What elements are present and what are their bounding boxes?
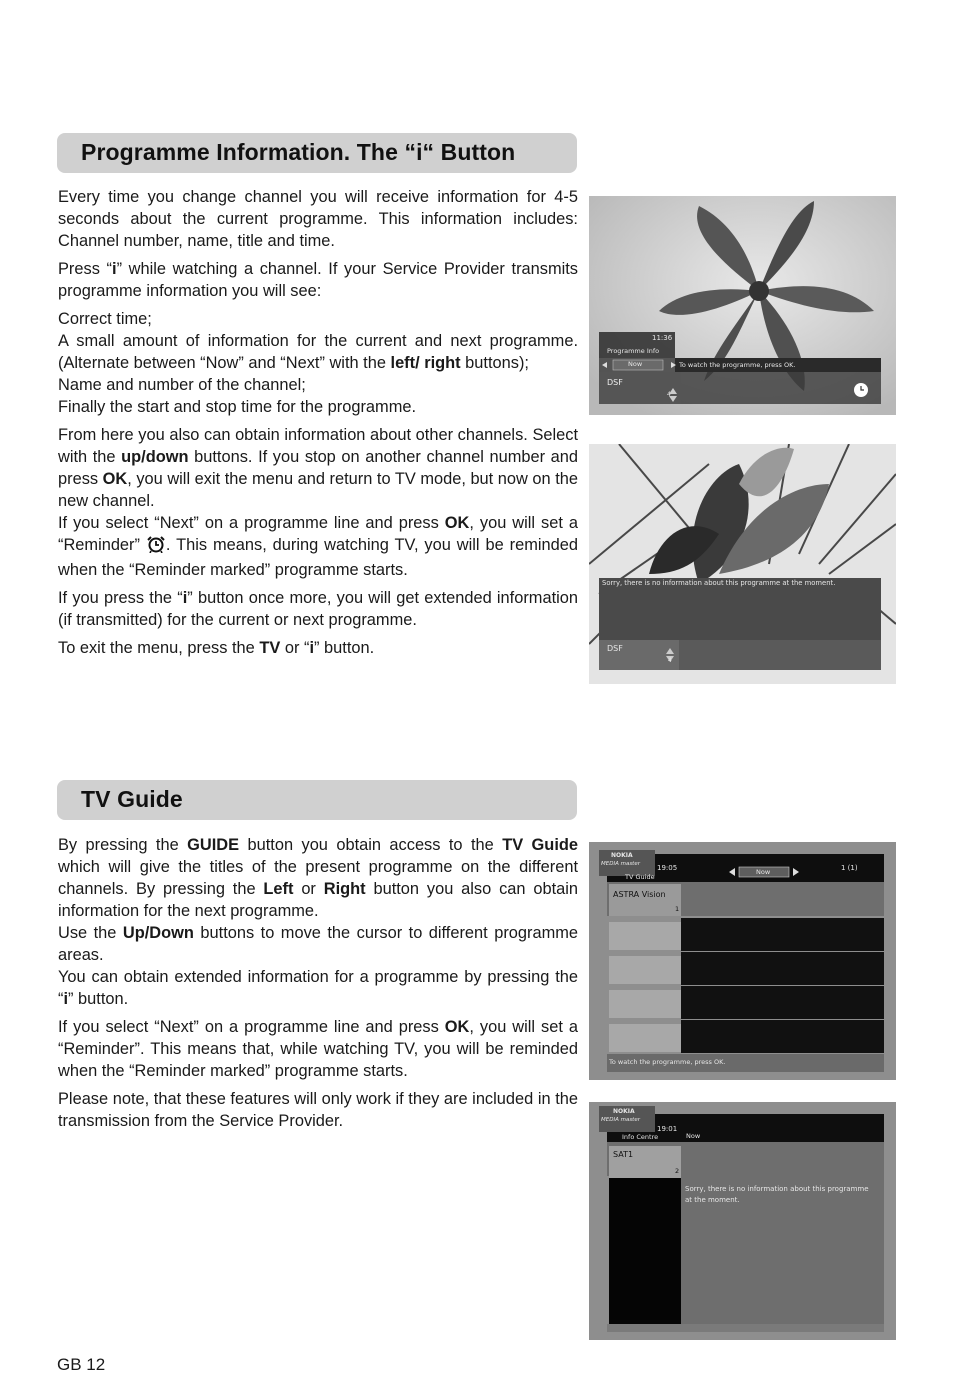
info-centre-screenshot (589, 1102, 896, 1340)
channel-number: 1 (675, 905, 680, 913)
page-indicator: 1 (1) (841, 864, 858, 872)
tv-guide-text (58, 834, 578, 1138)
clock-time: 11:36 (652, 334, 673, 342)
guide-header: TV Guide (625, 873, 655, 881)
paragraph: Use the Up/Down buttons to move the cursor to different programme areas. (58, 924, 579, 964)
paragraph: If you press the “i” button once more, you will get extended information (if transmitted) for the current or next programme. (58, 589, 578, 629)
hint-text: To watch the programme, press OK. (679, 361, 796, 369)
no-info-message: Sorry, there is no information about this programme at the moment. (602, 579, 836, 587)
flower-image (589, 196, 896, 415)
channel-name: SAT1 (613, 1150, 634, 1159)
overlay-header: Programme Info (607, 347, 660, 355)
channel-number: 4 (667, 391, 671, 398)
clock-time: 19:01 (657, 1125, 678, 1133)
no-info-message: Sorry, there is no information about this programme at the moment. (685, 1185, 869, 1204)
info-centre-header: Info Centre (622, 1133, 659, 1141)
now-tab: Now (756, 868, 771, 876)
channel-number: 4 (668, 657, 672, 664)
channel-name: ASTRA Vision (613, 890, 666, 899)
page-number: GB 12 (57, 1355, 106, 1374)
channel-name: DSF (607, 378, 623, 387)
channel-number: 2 (675, 1167, 680, 1175)
lily-image (589, 444, 896, 684)
paragraph: To exit the menu, press the TV or “i” button. (58, 639, 375, 657)
alarm-clock-icon (146, 535, 166, 559)
nokia-logo: NOKIA (611, 852, 633, 859)
section-title: TV Guide (81, 786, 183, 812)
paragraph: If you select “Next” on a programme line and press OK, you will set a “Reminder” . This means, during watching TV, you will be reminded when the “Reminder marked” programme starts. (58, 514, 578, 579)
nokia-logo: NOKIA (613, 1108, 635, 1115)
media-master-logo: MEDIA master (601, 861, 640, 867)
feature-list: Correct time; A small amount of information for the current and next programme. (Alternate between “Now” and “Next” with the left/ right buttons); Name and number of the channel; Finally the start and stop time for the programme. (58, 310, 578, 416)
programme-info-screenshot (589, 196, 896, 415)
tv-guide-screenshot (589, 842, 896, 1080)
paragraph: Every time you change channel you will receive information for 4-5 seconds about the current programme. This information includes: Channel number, name, title and time. (58, 188, 578, 250)
section-header-tv-guide (57, 780, 577, 820)
paragraph: If you select “Next” on a programme line and press OK, you will set a “Reminder”. This means that, while watching TV, you will be reminded when the “Reminder marked” programme starts. (58, 1018, 578, 1080)
media-master-logo: MEDIA master (601, 1117, 640, 1123)
paragraph: Please note, that these features will only work if they are included in the transmission from the Service Provider. (58, 1090, 578, 1130)
section-title: Programme Information. The “i“ Button (81, 139, 516, 165)
now-label: Now (686, 1132, 701, 1140)
paragraph: Press “i” while watching a channel. If your Service Provider transmits programme information you will see: (58, 260, 578, 300)
programme-info-text (58, 186, 578, 665)
section-header-programme-info (57, 133, 577, 173)
paragraph: You can obtain extended information for a programme by pressing the “i” button. (58, 968, 578, 1008)
now-tab: Now (628, 360, 643, 368)
paragraph: By pressing the GUIDE button you obtain access to the TV Guide which will give the titles of the present programme on the different channels. By pressing the Left or Right button you also can obtain information for the next programme. (58, 836, 579, 920)
channel-name: DSF (607, 644, 623, 653)
hint-text: To watch the programme, press OK. (609, 1058, 726, 1066)
extended-info-screenshot (589, 444, 896, 684)
paragraph: From here you also can obtain information about other channels. Select with the up/down buttons. If you stop on another channel number and press OK, you will exit the menu and return to TV mode, but now on the new channel. (58, 426, 578, 510)
clock-time: 19:05 (657, 864, 678, 872)
